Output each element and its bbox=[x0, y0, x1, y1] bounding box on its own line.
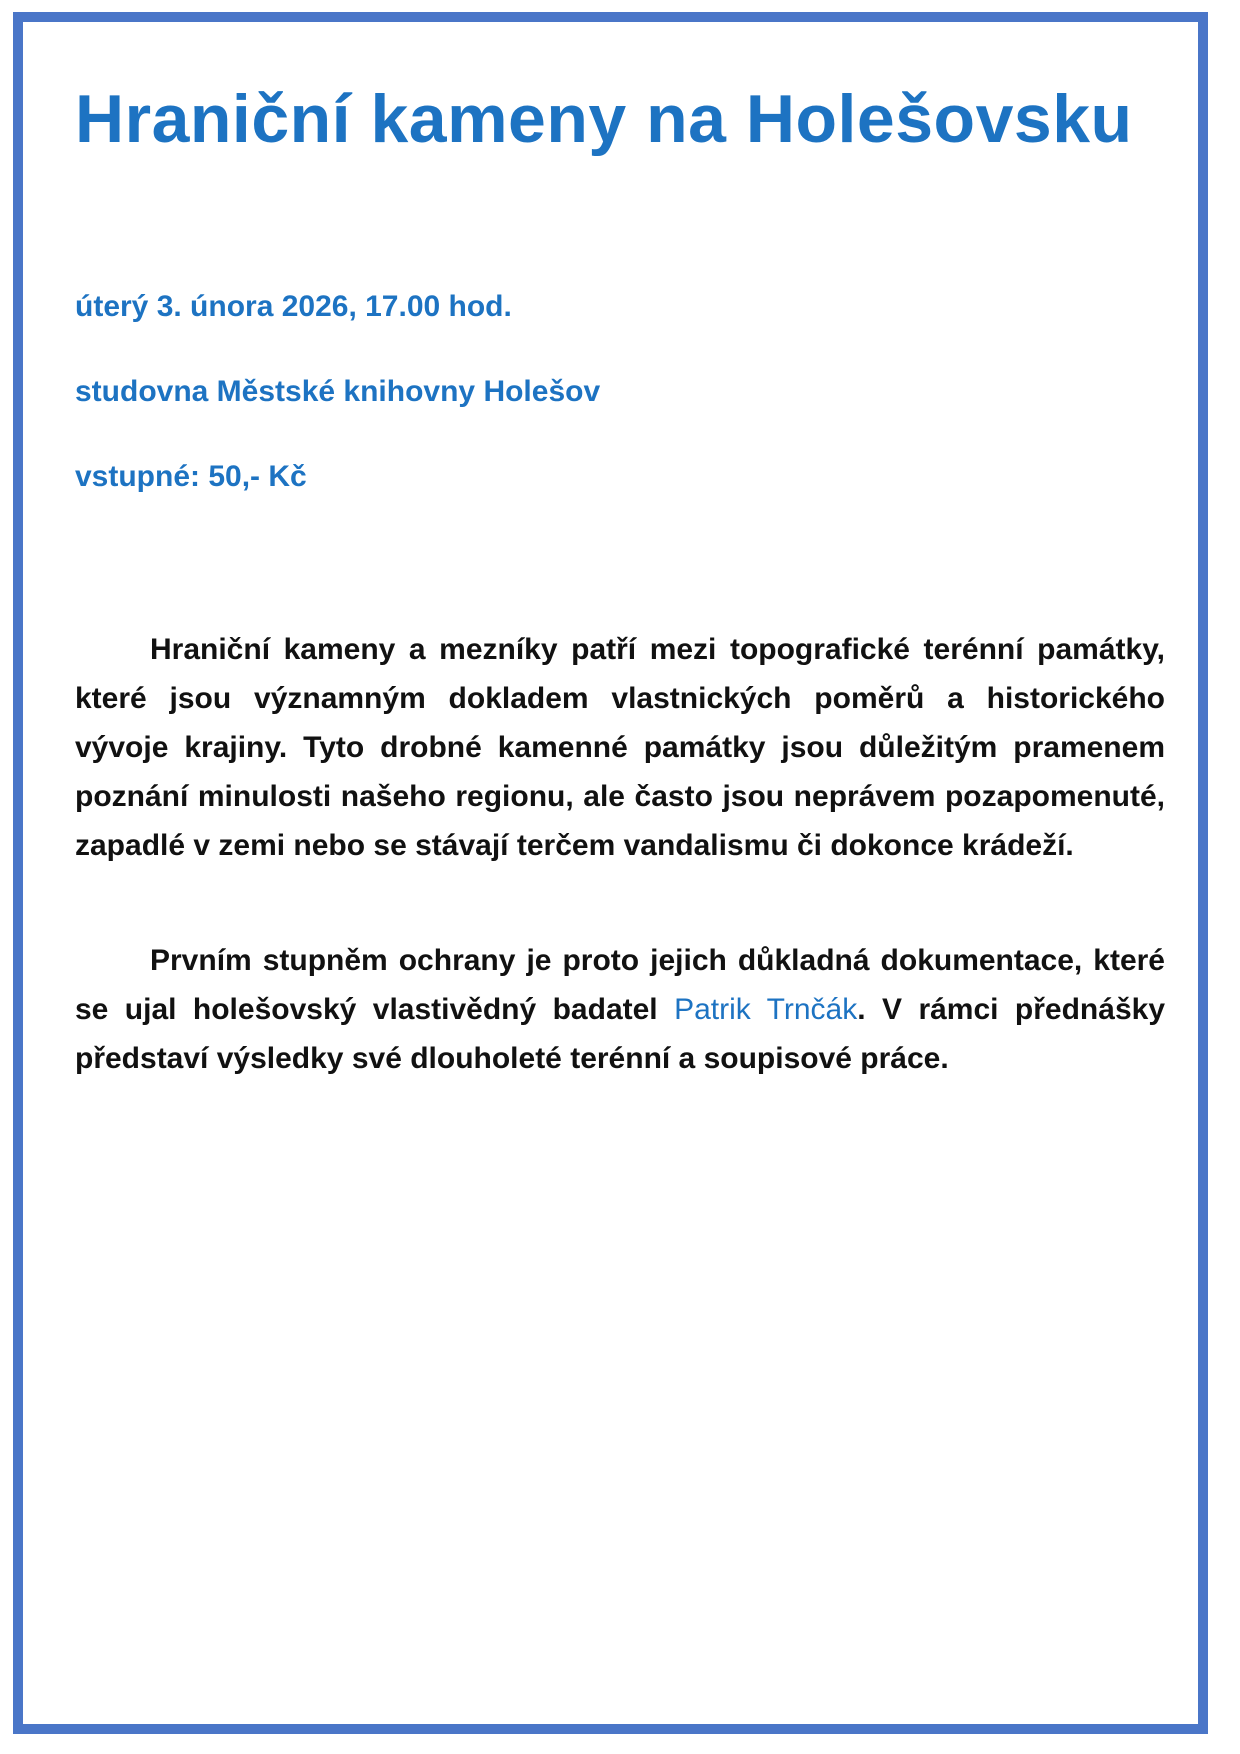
event-date: úterý 3. února 2026, 17.00 hod. bbox=[75, 290, 512, 323]
page-title: Hraniční kameny na Holešovsku bbox=[75, 81, 1133, 157]
description-paragraph-1: Hraniční kameny a mezníky patří mezi topografické terénní památky, které jsou významným dokladem vlastnických poměrů a historického vývoje krajiny. Tyto drobné kamenné památky jsou důležitým pramenem poznání minulosti našeho regionu, ale často jsou neprávem pozapomenuté, zapadlé v zemi nebo se stávají terčem vandalismu či dokonce krádeží. bbox=[75, 633, 1165, 862]
speaker-name: Patrik Trnčák bbox=[674, 993, 858, 1026]
paragraph-2-text-end: . V rámci přednášky představí výsledky své dlouholeté terénní a soupisové práce. bbox=[75, 993, 1165, 1075]
event-fee: vstupné: 50,- Kč bbox=[75, 460, 307, 493]
description-paragraph-2 bbox=[75, 936, 1165, 1083]
paragraph-2-text-start: Prvním stupněm ochrany je proto jejich důkladná dokumentace, které se ujal holešovský vlastivědný badatel bbox=[75, 944, 1165, 1026]
event-place: studovna Městské knihovny Holešov bbox=[75, 375, 601, 408]
page-border-frame bbox=[13, 12, 1208, 1734]
